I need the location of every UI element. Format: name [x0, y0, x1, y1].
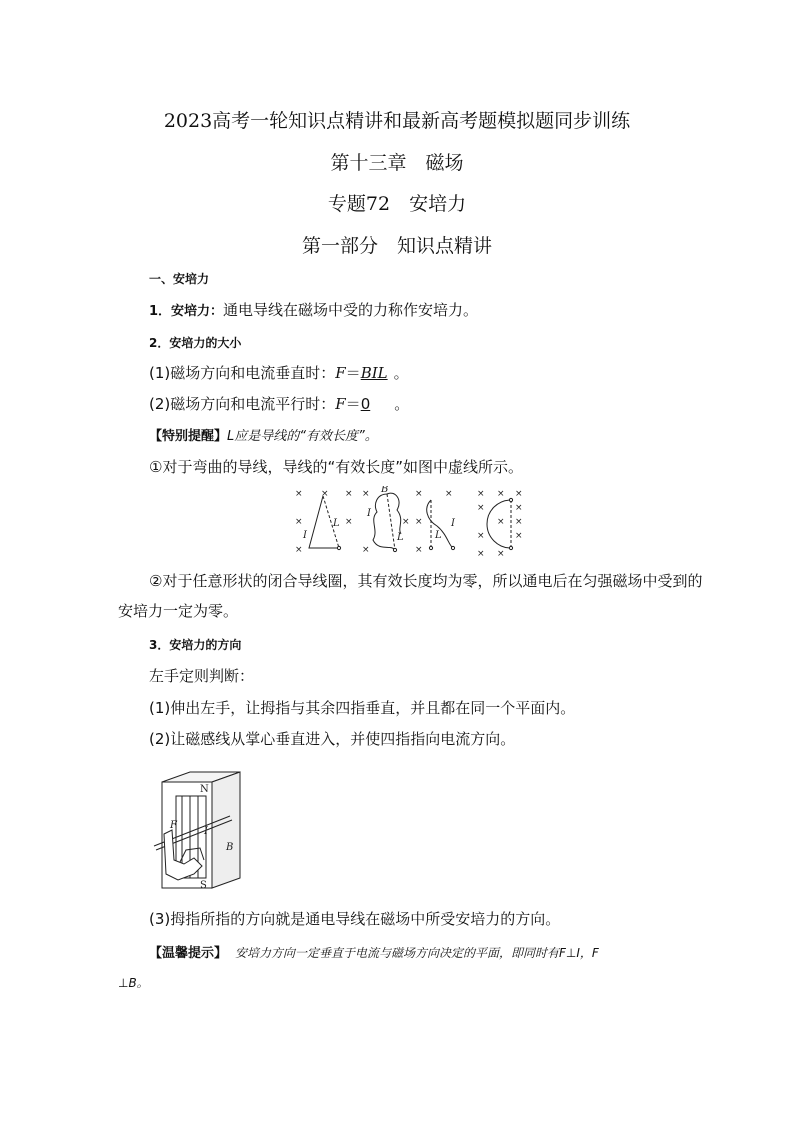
circ1: ①对于弯曲的导线，导线的“有效长度”如图中虚线所示。: [149, 458, 523, 476]
south-pole-label: S: [200, 880, 207, 891]
field-cross: ×: [497, 549, 505, 559]
chapter-title: 第十三章 磁场: [330, 152, 464, 174]
field-cross: ×: [321, 489, 329, 499]
field-cross: ×: [295, 489, 303, 499]
force-symbol: F: [335, 364, 346, 382]
field-cross: ×: [477, 531, 485, 541]
north-pole-label: N: [200, 784, 209, 795]
period: 。: [393, 364, 409, 382]
step1: (1)伸出左手，让拇指与其余四指垂直，并且都在同一个平面内。: [149, 699, 576, 717]
field-cross: ×: [515, 531, 523, 541]
document-title: 2023高考一轮知识点精讲和最新高考题模拟题同步训练: [163, 110, 631, 132]
field-cross: ×: [477, 549, 485, 559]
perpendicular-case: [149, 362, 409, 383]
left-hand-rule-figure: [150, 770, 260, 898]
item3-heading: 3．安培力的方向: [149, 638, 242, 652]
step2: (2)让磁感线从掌心垂直进入，并使四指指向电流方向。: [149, 730, 516, 748]
item1: [149, 299, 478, 320]
equals-sign: ＝: [345, 395, 361, 413]
current-label: I: [367, 508, 371, 519]
item1-text: 通电导线在磁场中受的力称作安培力。: [223, 301, 479, 319]
formula-zero: 0: [360, 395, 371, 413]
section-heading: 一、安培力: [149, 272, 210, 286]
length-label: L: [333, 518, 340, 529]
field-cross: ×: [362, 489, 370, 499]
force-symbol: F: [335, 395, 346, 413]
special-reminder: [149, 425, 378, 444]
circ2-line1: ②对于任意形状的闭合导线圈，其有效长度均为零，所以通电后在匀强磁场中受到的: [149, 572, 703, 590]
item2-heading: 2．安培力的大小: [149, 336, 242, 350]
field-cross: ×: [415, 545, 423, 555]
field-cross: ×: [477, 503, 485, 513]
parallel-label: (2)磁场方向和电流平行时：: [149, 395, 336, 413]
current-label: I: [204, 826, 208, 837]
rule-label: 左手定则判断：: [149, 667, 255, 685]
field-cross: ×: [497, 489, 505, 499]
tip-label: 【温馨提示】: [149, 946, 228, 961]
current-label: I: [451, 518, 455, 529]
field-cross: ×: [345, 517, 353, 527]
field-cross: ×: [402, 517, 410, 527]
field-cross: ×: [415, 517, 423, 527]
field-cross: ×: [415, 489, 423, 499]
field-cross: ×: [445, 489, 453, 499]
step3: (3)拇指所指的方向就是通电导线在磁场中所受安培力的方向。: [149, 910, 561, 928]
topic-title: 专题72 安培力: [327, 193, 467, 215]
length-label: L: [435, 530, 442, 541]
special-label: 【特别提醒】: [149, 429, 228, 444]
part-title: 第一部分 知识点精讲: [301, 235, 492, 257]
field-cross: ×: [477, 489, 485, 499]
warm-tip: [149, 942, 599, 961]
item1-label: 1．安培力：: [149, 304, 224, 319]
point-b-label: B: [381, 486, 389, 495]
field-cross: ×: [497, 517, 505, 527]
current-label: I: [303, 530, 307, 541]
length-label: L: [397, 532, 404, 543]
effective-length-figure: [287, 486, 527, 562]
period: 。: [394, 395, 410, 413]
field-cross: ×: [295, 517, 303, 527]
tip-text-line2: ⊥B。: [118, 976, 149, 990]
field-cross: ×: [345, 489, 353, 499]
tip-text-line1: 安培力方向一定垂直于电流与磁场方向决定的平面，即同时有F⊥I，F: [235, 946, 599, 960]
circ2-line2: 安培力一定为零。: [118, 602, 239, 620]
field-cross: ×: [362, 545, 370, 555]
equals-sign: ＝: [345, 364, 361, 382]
force-label: F: [170, 820, 177, 831]
special-text: L应是导线的“有效长度”。: [227, 429, 378, 444]
field-label: B: [226, 842, 234, 853]
field-cross: ×: [515, 517, 523, 527]
formula-bil: BIL: [360, 364, 388, 382]
field-cross: ×: [515, 503, 523, 513]
field-cross: ×: [515, 489, 523, 499]
perpendicular-label: (1)磁场方向和电流垂直时：: [149, 364, 336, 382]
field-cross: ×: [295, 545, 303, 555]
parallel-case: [149, 393, 409, 414]
